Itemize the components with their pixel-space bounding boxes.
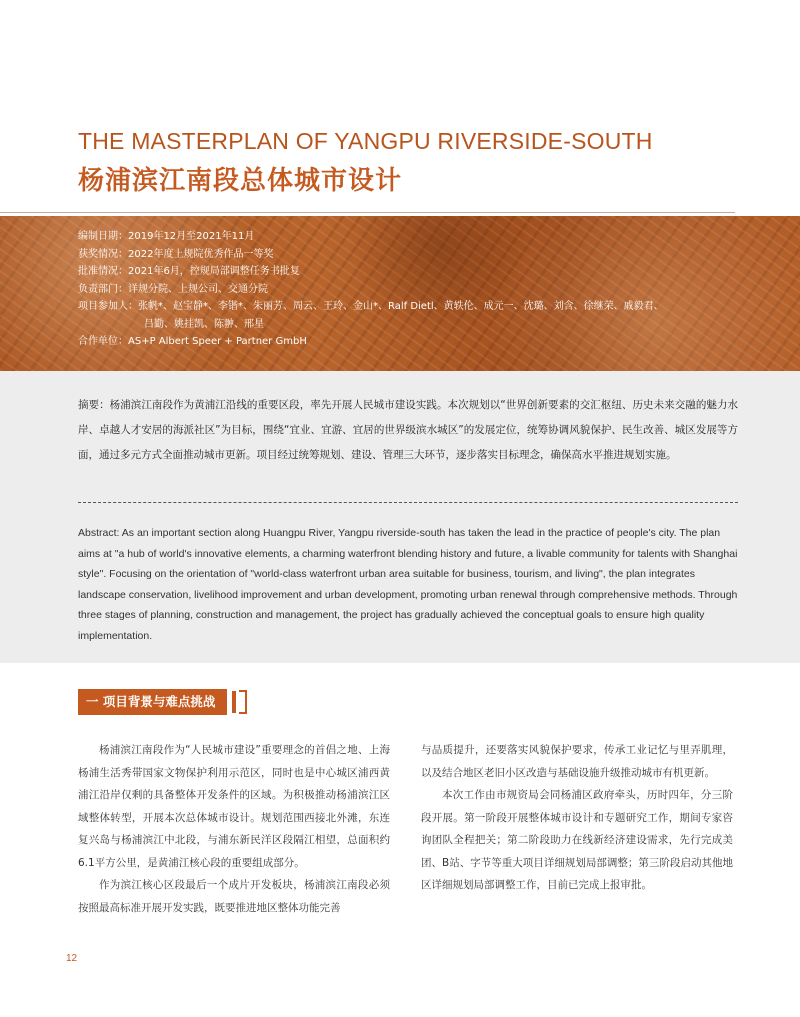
title-english: THE MASTERPLAN OF YANGPU RIVERSIDE-SOUTH xyxy=(78,128,653,154)
meta-partner: 合作单位：AS+P Albert Speer + Partner GmbH xyxy=(78,336,307,347)
body-paragraph-continued: 与品质提升，还要落实风貌保护要求，传承工业记忆与里弄肌理，以及结合地区老旧小区改造与基础设施升级推动城市有机更新。 xyxy=(421,744,733,779)
meta-participants: 项目参加人：张帆*、赵宝静*、李锴*、朱丽芳、周云、王玲、金山*、Ralf Dietl、黄轶伦、成元一、沈璐、刘含、徐继荣、戚毅君、 xyxy=(78,301,664,312)
body-column-right xyxy=(421,739,733,897)
decoration-bar-icon xyxy=(232,691,236,713)
meta-award: 获奖情况：2022年度上规院优秀作品一等奖 xyxy=(78,248,274,260)
page-number: 12 xyxy=(66,953,78,964)
project-info-banner xyxy=(0,216,800,371)
meta-approval: 批准情况：2021年6月，控规局部调整任务书批复 xyxy=(78,266,300,277)
section-heading-label: 一 项目背景与难点挑战 xyxy=(78,689,227,715)
title-chinese: 杨浦滨江南段总体城市设计 xyxy=(78,166,403,196)
title-divider xyxy=(0,212,735,213)
section-decoration-icon xyxy=(230,690,247,714)
decoration-bracket-icon xyxy=(239,690,247,714)
meta-participants-cont-text: 吕勤、姚挂凯、陈翀、邢星 xyxy=(144,318,264,330)
abstract-box xyxy=(0,371,800,663)
body-paragraph: 本次工作由市规资局会同杨浦区政府牵头，历时四年，分三阶段开展。第一阶段开展整体城市设计和专题研究工作，期间专家咨询团队全程把关；第二阶段助力在线新经济建设需求，先行完成美团、B站、字节等重大项目详细规划局部调整；第三阶段启动其他地区详细规划局部调整工作，目前已完成上报审批。 xyxy=(421,789,733,891)
body-paragraph: 杨浦滨江南段作为“人民城市建设”重要理念的首倡之地、上海杨浦生活秀带国家文物保护利用示范区，同时也是中心城区浦西黄浦江沿岸仅剩的具备整体开发条件的区域。为积极推动杨浦滨江区域整体转型，开展本次总体城市设计。规划范围西接北外滩，东连复兴岛与杨浦滨江中北段，与浦东新民洋区段隔江相望，总面积约6.1平方公里，是黄浦江核心段的重要组成部分。 xyxy=(78,744,390,869)
abstract-separator xyxy=(78,502,738,503)
meta-department: 负责部门：详规分院、上规公司、交通分院 xyxy=(78,283,268,295)
abstract-english: Abstract: As an important section along Huangpu River, Yangpu riverside-south has taken the lead in the practice of people's city. The plan aims at "a hub of world's innovative elements, a charming waterfront blending history and future, a livable community for talents with Shanghai style". Focusing on the orientation of "world-class waterfront urban area suitable for business, tourism, and living", the plan integrates landscape conservation, livelihood improvement and urban development, promoting urban renewal through comprehensive methods. Through three stages of planning, construction and management, the project has gradually achieved the conceptual goals to ensure high quality implementation. xyxy=(78,527,738,642)
meta-participants-cont xyxy=(78,316,778,334)
abstract-chinese: 摘要：杨浦滨江南段作为黄浦江沿线的重要区段，率先开展人民城市建设实践。本次规划以“世界创新要素的交汇枢纽、历史未来交融的魅力水岸、卓越人才安居的海派社区”为目标，围绕“宜业、宜游、宜居的世界级滨水城区”的发展定位，统筹协调风貌保护、民生改善、城区发展等方面，通过多元方式全面推动城市更新。项目经过统筹规划、建设、管理三大环节，逐步落实目标理念，确保高水平推进规划实施。 xyxy=(78,399,738,461)
body-column-left xyxy=(78,739,390,919)
section-heading xyxy=(78,688,247,716)
meta-date: 编制日期：2019年12月至2021年11月 xyxy=(78,231,255,242)
project-meta xyxy=(78,228,778,351)
body-paragraph: 作为滨江核心区段最后一个成片开发板块，杨浦滨江南段必须按照最高标准开展开发实践，既要推进地区整体功能完善 xyxy=(78,879,390,914)
